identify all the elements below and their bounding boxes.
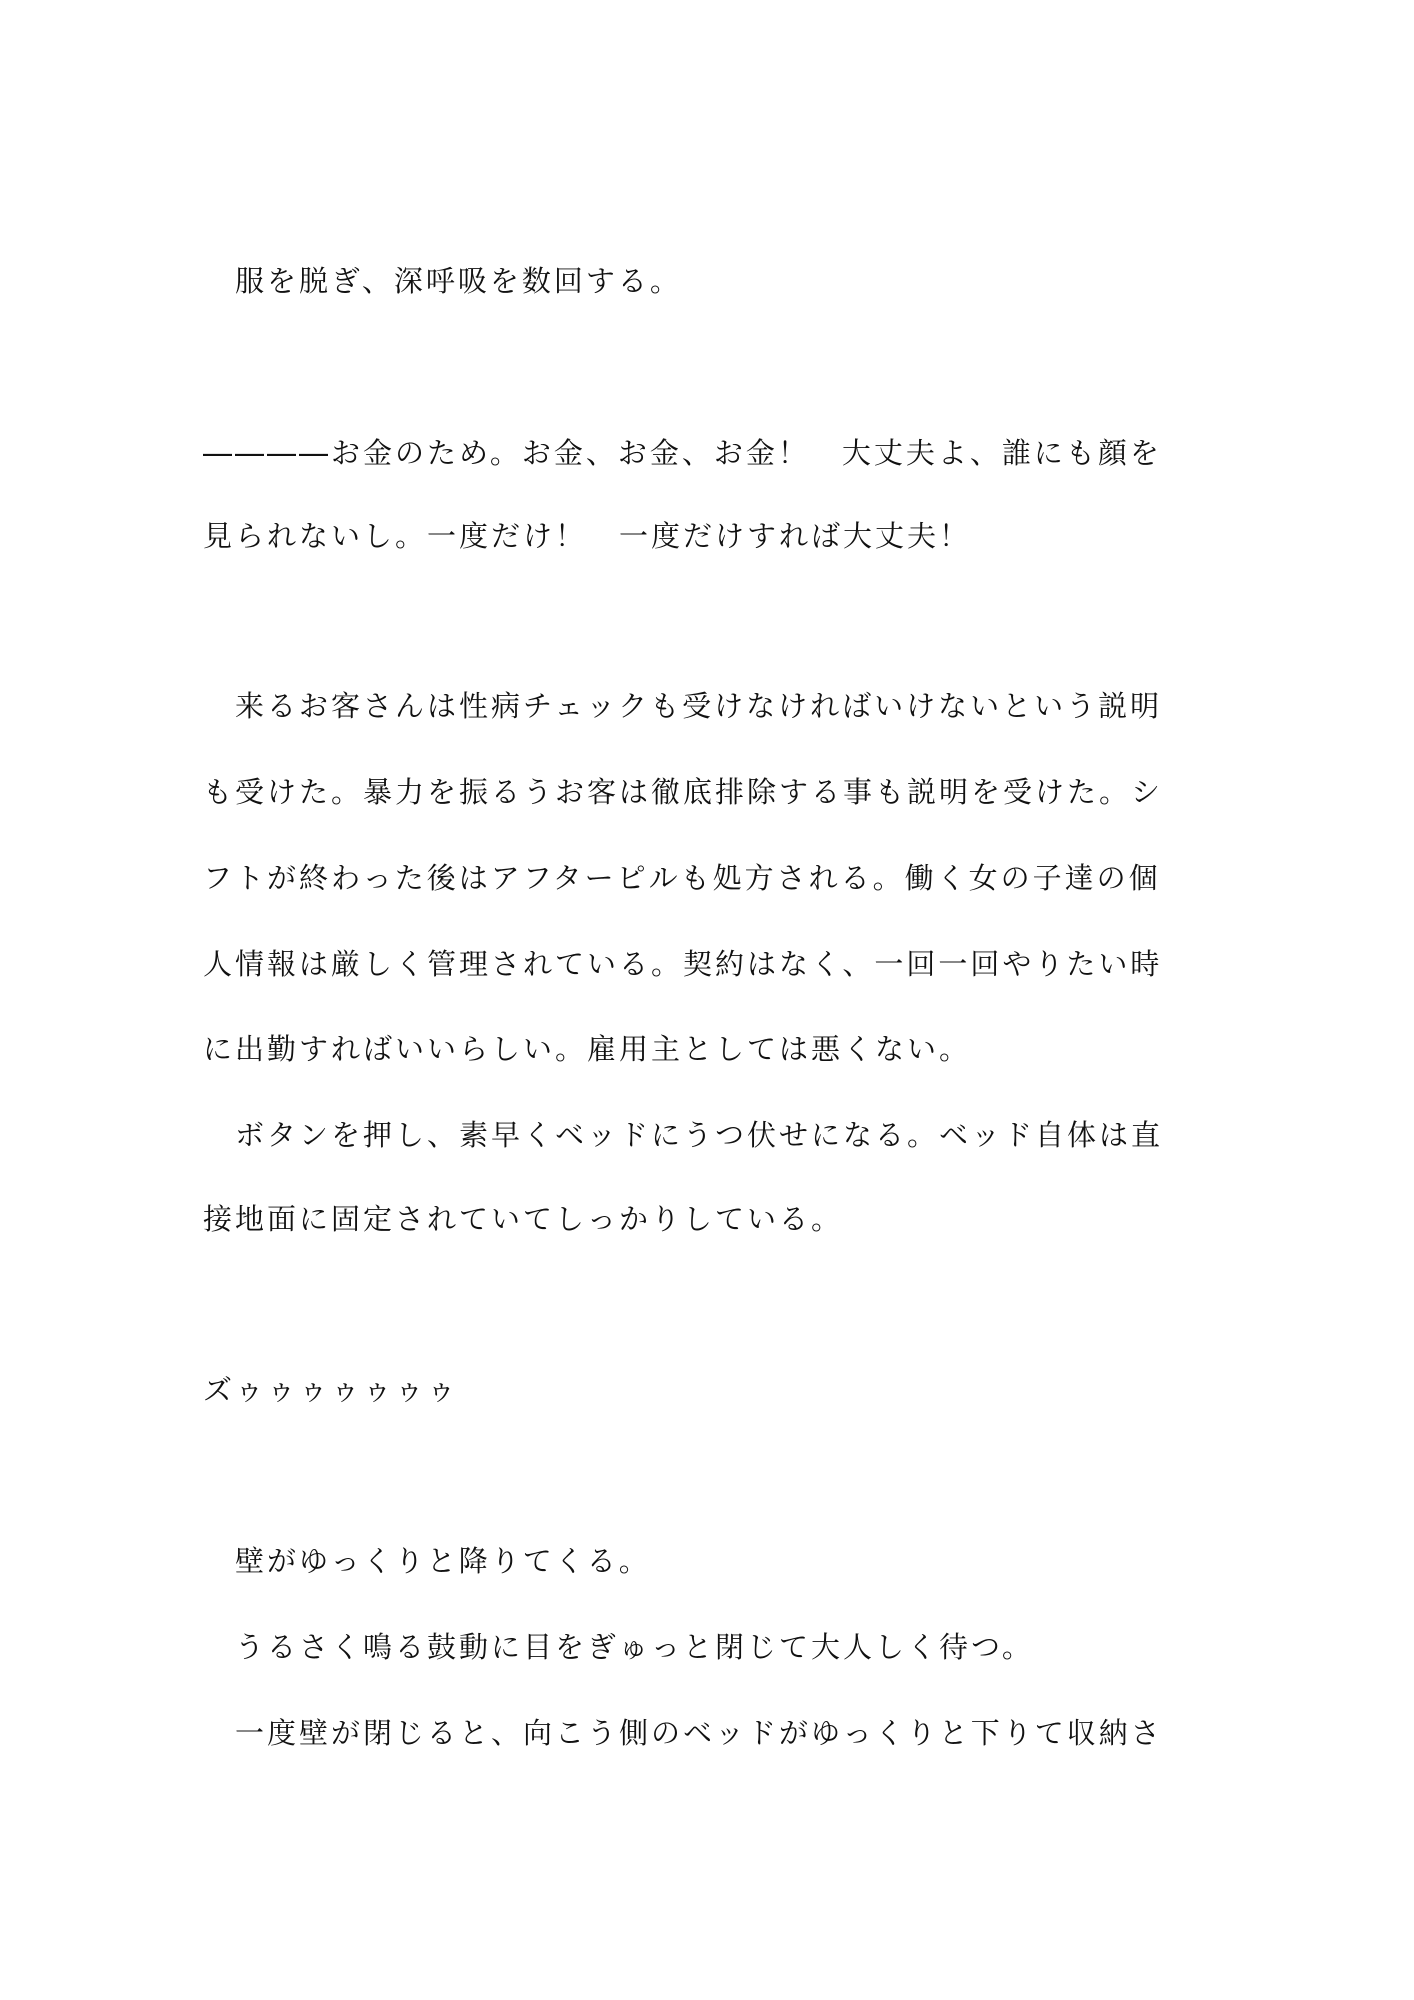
text-line: ――――お金のため。お金、お金、お金！ 大丈夫よ、誰にも顔を — [203, 436, 1162, 470]
text-line: 服を脱ぎ、深呼吸を数回する。 — [203, 264, 682, 298]
text-line: 人情報は厳しく管理されている。契約はなく、一回一回やりたい時 — [203, 947, 1163, 981]
text-line: も受けた。暴力を振るうお客は徹底排除する事も説明を受けた。シ — [203, 775, 1164, 809]
text-line: 壁がゆっくりと降りてくる。 — [203, 1544, 651, 1578]
text-line: ボタンを押し、素早くベッドにうつ伏せになる。ベッド自体は直 — [203, 1118, 1164, 1152]
text-line: 見られないし。一度だけ！ 一度だけすれば大丈夫！ — [203, 519, 972, 553]
text-line: 一度壁が閉じると、向こう側のベッドがゆっくりと下りて収納さ — [203, 1716, 1163, 1750]
text-line: フトが終わった後はアフターピルも処方される。働く女の子達の個 — [203, 861, 1161, 895]
text-line: 来るお客さんは性病チェックも受けなければいけないという説明 — [203, 689, 1163, 723]
text-line: 接地面に固定されていてしっかりしている。 — [203, 1202, 844, 1236]
text-line: に出勤すればいいらしい。雇用主としては悪くない。 — [203, 1032, 972, 1066]
text-line: ズゥゥゥゥゥゥゥ — [203, 1373, 459, 1407]
text-line: うるさく鳴る鼓動に目をぎゅっと閉じて大人しく待つ。 — [203, 1630, 1034, 1664]
